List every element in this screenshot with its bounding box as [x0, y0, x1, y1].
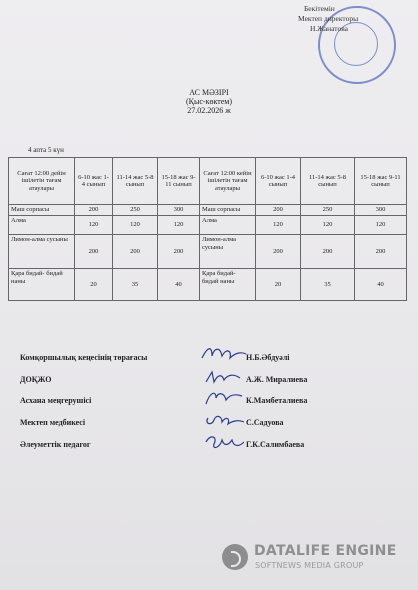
dish-cell: Маш сорпасы	[9, 205, 75, 216]
portion-cell: 40	[355, 269, 407, 301]
portion-cell: 250	[301, 205, 355, 216]
watermark-tagline: SOFTNEWS MEDIA GROUP	[255, 561, 364, 570]
datalife-logo-icon	[222, 544, 248, 570]
document-subtitle: (Қыс-көктем)	[185, 97, 233, 106]
dish-cell: Қара бидай- бидай наны	[200, 269, 256, 301]
dish-cell: Алма	[200, 216, 256, 235]
table-row	[9, 235, 407, 269]
portion-cell: 35	[113, 269, 158, 301]
portion-cell: 20	[256, 269, 301, 301]
dish-cell: Маш сорпасы	[200, 205, 256, 216]
menu-table	[8, 157, 407, 301]
header-cell: 11-14 жас 5-8 сынып	[113, 158, 158, 205]
dish-cell: Алма	[9, 216, 75, 235]
week-label: 4 апта 5 күн	[28, 146, 64, 154]
portion-cell: 200	[256, 235, 301, 269]
header-cell: Сағат 12:00 кейін ішілетін тағам атаулары	[200, 158, 256, 205]
handwritten-signature-4	[200, 410, 248, 430]
portion-cell: 200	[355, 235, 407, 269]
header-cell: 15-18 жас 9-11 сынып	[158, 158, 200, 205]
table-row	[9, 269, 407, 301]
header-cell: 15-18 жас 9-11 сынып	[355, 158, 407, 205]
approval-line-3: Н.Жанатова	[310, 24, 349, 33]
portion-cell: 250	[113, 205, 158, 216]
signature-name-5: Г.К.Салимбаева	[246, 440, 305, 449]
signature-role-3: Асхана меңгерушісі	[20, 396, 92, 405]
handwritten-signature-1	[200, 344, 248, 364]
portion-cell: 40	[158, 269, 200, 301]
approval-line-2: Мектеп директоры	[298, 14, 359, 23]
header-cell: 6-10 жас 1-4 сынып	[75, 158, 113, 205]
dish-cell: Қара бидай- бидай наны	[9, 269, 75, 301]
handwritten-signature-2	[200, 368, 248, 386]
portion-cell: 120	[113, 216, 158, 235]
approval-line-1: Бекітемін	[304, 4, 335, 13]
portion-cell: 200	[113, 235, 158, 269]
portion-cell: 200	[75, 205, 113, 216]
approval-block	[298, 4, 358, 34]
header-cell: 6-10 жас 1-4 сынып	[256, 158, 301, 205]
signature-role-2: ДОҚЖО	[20, 375, 52, 384]
handwritten-signature-5	[200, 432, 248, 454]
portion-cell: 200	[158, 235, 200, 269]
header-cell: 11-14 жас 5-8 сынып	[301, 158, 355, 205]
header-cell: Сағат 12:00 дейін ішілетін тағам атаулары	[9, 158, 75, 205]
signature-name-4: С.Садуова	[246, 418, 284, 427]
portion-cell: 120	[158, 216, 200, 235]
dish-cell: Лимон-алма сусыны	[200, 235, 256, 269]
portion-cell: 120	[75, 216, 113, 235]
portion-cell: 300	[158, 205, 200, 216]
dish-cell: Лимон-алма суcыны	[9, 235, 75, 269]
portion-cell: 35	[301, 269, 355, 301]
handwritten-signature-3	[200, 388, 248, 408]
table-row	[9, 216, 407, 235]
signature-role-4: Мектеп медбикесі	[20, 418, 86, 427]
portion-cell: 200	[256, 205, 301, 216]
signature-name-2: А.Ж. Миралиева	[246, 375, 308, 384]
signature-name-3: К.Мамбеталиева	[246, 396, 308, 405]
portion-cell: 200	[75, 235, 113, 269]
document-title: АС МӘЗІРІ	[189, 88, 229, 97]
signature-name-1: Н.Б.Әбдуәлі	[246, 353, 290, 362]
watermark-brand: DATALIFE ENGINE	[254, 543, 397, 559]
portion-cell: 200	[301, 235, 355, 269]
table-header-row	[9, 158, 407, 205]
portion-cell: 20	[75, 269, 113, 301]
portion-cell: 120	[256, 216, 301, 235]
signature-role-1: Комқоршылық кеңесінің төрағасы	[20, 353, 148, 362]
portion-cell: 120	[301, 216, 355, 235]
table-row	[9, 205, 407, 216]
document-date: 27.02.2026 ж	[187, 106, 231, 115]
signature-role-5: Әлеуметтік педагог	[20, 440, 91, 449]
portion-cell: 120	[355, 216, 407, 235]
portion-cell: 300	[355, 205, 407, 216]
